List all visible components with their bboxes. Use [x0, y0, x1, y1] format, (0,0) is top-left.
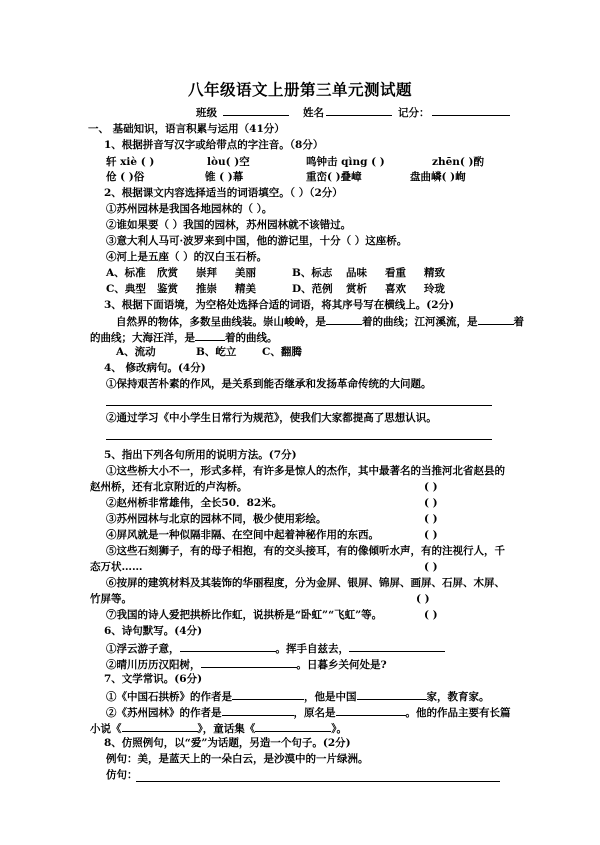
q6-item-2: ②晴川历历汉阳树， 。日暮乡关何处是? — [106, 656, 387, 672]
q4-answer-line-2[interactable] — [106, 439, 492, 440]
q2-item-1: ①苏州园林是我国各地园林的（ ）。 — [106, 203, 273, 215]
q2-option-c-2: 鉴赏 — [157, 283, 178, 295]
q5-item-3: ③苏州园林与北京的园林不同，极少使用彩绘。 — [106, 513, 327, 525]
q1-prompt: 1、根据拼音写汉字或给带点的字注音。（8分） — [104, 139, 324, 151]
q6-prompt: 6、诗句默写。(4分) — [104, 625, 203, 637]
q1-item-6: 锥 ( )幕 — [205, 171, 244, 183]
q3-prompt: 3、根据下面语境，为空格处选择合适的词语，将其序号写在横线上。(2分) — [104, 299, 455, 311]
q7-blank-1[interactable] — [232, 688, 304, 700]
q2-option-a-1: A、标准 — [106, 267, 146, 279]
q4-item-1: ①保持艰苦朴素的作风，是关系到能否继承和发扬革命传统的大问题。 — [106, 378, 432, 390]
q3-option-c: C、翻腾 — [262, 346, 302, 358]
q5-answer-1[interactable]: ( ) — [424, 481, 438, 493]
q8-example: 例句：美，是蓝天上的一朵白云，是沙漠中的一片绿洲。 — [106, 753, 369, 765]
q3-blank-3[interactable] — [195, 329, 225, 341]
q5-prompt: 5、指出下列各句所用的说明方法。(7分) — [104, 449, 297, 461]
q2-option-b-3: 看重 — [385, 267, 406, 279]
class-field: 班级 — [196, 104, 289, 120]
q5-answer-4[interactable]: ( ) — [424, 529, 438, 541]
q3-blank-2[interactable] — [478, 313, 514, 325]
q5-item-1-line-1: ①这些桥大小不一，形式多样，有许多是惊人的杰作，其中最著名的当推河北省赵县的 — [106, 465, 505, 477]
class-blank[interactable] — [223, 104, 289, 116]
q2-option-b-1: B、标志 — [292, 267, 333, 279]
q5-item-2: ②赵州桥非常雄伟，全长50．82米。 — [106, 497, 283, 509]
q6-blank-3[interactable] — [201, 656, 297, 668]
q7-item-3: 小说《 》，童话集《 》。 — [90, 720, 347, 736]
q5-answer-3[interactable]: ( ) — [424, 513, 438, 525]
q2-item-2: ②谁如果要（ ）我国的园林，苏州园林就不该错过。 — [106, 219, 352, 231]
q5-item-1-line-2: 赵州桥，还有北京附近的卢沟桥。 — [90, 481, 248, 493]
q8-prompt: 8、仿照例句，以“爱”为话题，另造一个句子。(2分) — [104, 737, 351, 749]
name-blank[interactable] — [326, 104, 392, 116]
q1-item-1: 轩 xiè ( ) — [106, 156, 155, 168]
q5-item-4: ④屏风就是一种似隔非隔、在空间中起着神秘作用的东西。 — [106, 529, 379, 541]
q2-option-c-1: C、典型 — [106, 283, 146, 295]
q7-item-2: ②《苏州园林》的作者是 ，原名是 。他的作品主要有长篇 — [106, 704, 511, 720]
q8-answer-line[interactable] — [136, 781, 500, 782]
q2-prompt: 2、根据课文内容选择适当的词语填空。（ ）（2分） — [104, 187, 343, 199]
q7-prompt: 7、文学常识。(6分) — [104, 673, 203, 685]
q7-blank-3[interactable] — [222, 704, 294, 716]
page-title: 八年级语文上册第三单元测试题 — [187, 80, 412, 99]
q1-item-3: 鸣钟击 qìng ( ) — [306, 156, 385, 168]
q4-answer-line-1[interactable] — [106, 405, 492, 406]
name-field: 姓名 — [303, 104, 392, 120]
q5-answer-2[interactable]: ( ) — [424, 497, 438, 509]
q2-option-b-4: 精致 — [424, 267, 445, 279]
q5-item-5-line-1: ⑤这些石刻狮子，有的母子相抱，有的交头接耳，有的像倾听水声，有的注视行人，千 — [106, 545, 505, 557]
q5-item-6-line-2: 竹屏等。 — [90, 593, 132, 605]
q6-blank-2[interactable] — [349, 640, 445, 652]
q1-item-2: lòu( )空 — [207, 156, 250, 168]
q4-prompt: 4、 修改病句。(4分) — [104, 362, 206, 374]
q2-option-b-2: 品味 — [346, 267, 367, 279]
q2-option-d-4: 玲珑 — [424, 283, 445, 295]
q2-option-a-4: 美丽 — [235, 267, 256, 279]
section-1-heading: 一、 基础知识，语言积累与运用（41分） — [88, 123, 285, 135]
q8-imitation-label: 仿句： — [106, 769, 138, 781]
q5-answer-6[interactable]: ( ) — [416, 593, 430, 605]
q5-answer-5[interactable]: ( ) — [424, 561, 438, 573]
score-field: 记分： — [398, 104, 510, 120]
q7-blank-6[interactable] — [255, 720, 331, 732]
q2-option-c-4: 精美 — [235, 283, 256, 295]
q7-blank-5[interactable] — [122, 720, 198, 732]
q1-item-5: 伧 ( )俗 — [106, 171, 145, 183]
q2-option-c-3: 推崇 — [196, 283, 217, 295]
q3-option-b: B、屹立 — [196, 346, 237, 358]
q5-item-7: ⑦我国的诗人爱把拱桥比作虹，说拱桥是“卧虹”“飞虹”等。 — [106, 609, 383, 621]
q7-blank-4[interactable] — [336, 704, 406, 716]
q2-item-3: ③意大利人马可·波罗来到中国，他的游记里，十分（ ）这座桥。 — [106, 235, 408, 247]
q2-option-a-3: 崇拜 — [196, 267, 217, 279]
q2-option-a-2: 欣赏 — [157, 267, 178, 279]
q3-option-a: A、流动 — [116, 346, 156, 358]
q3-passage-line-2: 的曲线；大海汪洋，是 着的曲线。 — [90, 329, 278, 345]
q2-option-d-1: D、范例 — [292, 283, 333, 295]
q3-blank-1[interactable] — [326, 313, 362, 325]
q1-item-7: 重峦( )叠嶂 — [306, 171, 362, 183]
q7-blank-2[interactable] — [357, 688, 427, 700]
q7-item-1: ①《中国石拱桥》的作者是 ，他是中国 家，教育家。 — [106, 688, 490, 704]
q2-option-d-2: 赏析 — [346, 283, 367, 295]
q3-passage-line-1: 自然界的物体，多数呈曲线装。崇山峻岭，是 着的曲线；江河溪流，是 着 — [116, 313, 524, 329]
q5-answer-7[interactable]: ( ) — [424, 609, 438, 621]
q5-item-5-line-2: 态万状…… — [90, 561, 143, 573]
q4-item-2: ②通过学习《中小学生日常行为规范》，使我们大家都提高了思想认识。 — [106, 412, 437, 424]
q1-item-8: 盘曲嶙( )峋 — [410, 171, 466, 183]
q6-item-1: ①浮云游子意， 。挥手自兹去， — [106, 640, 445, 656]
q2-option-d-3: 喜欢 — [385, 283, 406, 295]
score-blank[interactable] — [432, 104, 510, 116]
q6-blank-1[interactable] — [180, 640, 276, 652]
q2-item-4: ④河上是五座（ ）的汉白玉石桥。 — [106, 251, 268, 263]
q5-item-6-line-1: ⑥按屏的建筑材料及其装饰的华丽程度，分为金屏、银屏、锦屏、画屏、石屏、木屏、 — [106, 577, 505, 589]
q1-item-4: zhēn( )酌 — [432, 156, 485, 168]
